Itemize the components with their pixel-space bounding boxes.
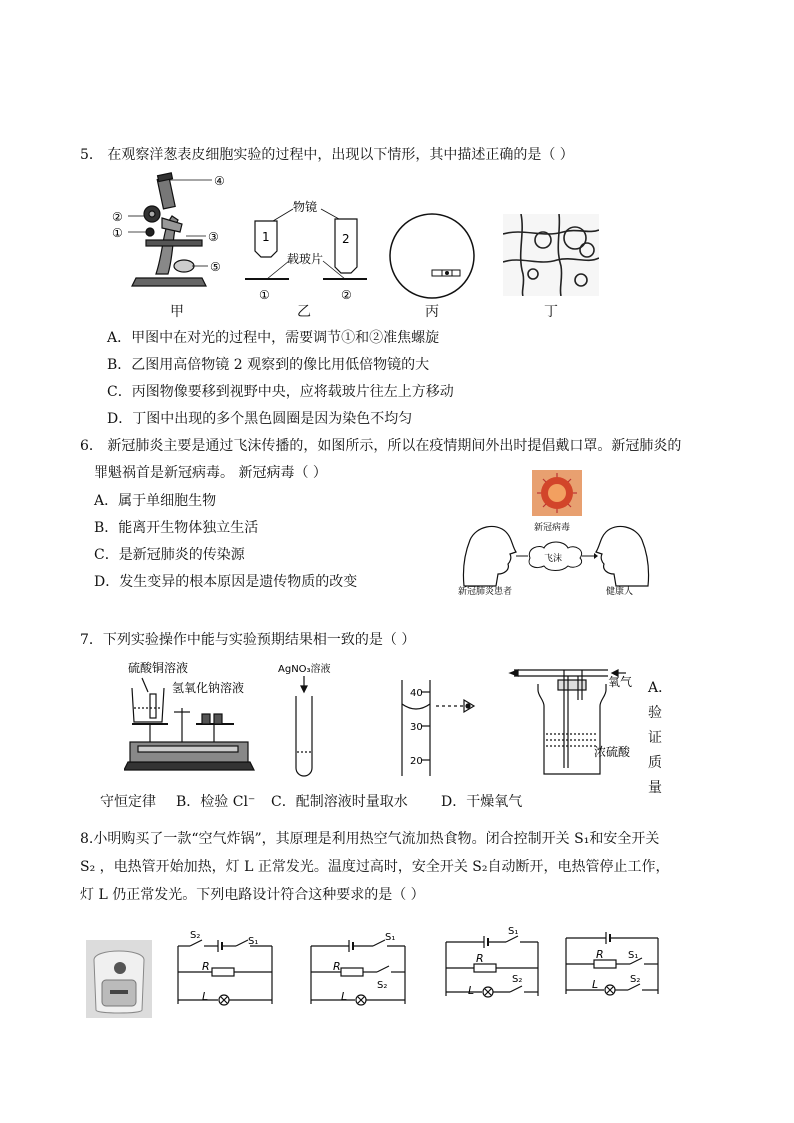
q6-label-droplet: 飞沫 [544, 554, 563, 564]
q8-c-label-s2: S₂ [512, 974, 523, 985]
q5-stem: 5． 在观察洋葱表皮细胞实验的过程中，出现以下情形，其中描述正确的是（ ） [80, 147, 574, 163]
q6-label-virus: 新冠病毒 [534, 523, 571, 533]
q5-label-lens1: 1 [262, 230, 270, 244]
q7-label-agno3: AgNO₃溶液 [278, 664, 331, 675]
q7-tick-20: 20 [410, 756, 423, 767]
q7-option-a-vertical: A．验证质量 [648, 680, 673, 796]
q7-option-a-continuation: 守恒定律 [100, 794, 156, 810]
q7-tick-40: 40 [410, 688, 423, 699]
q8-circuit-b [305, 928, 415, 1010]
q8-b-label-s2: S₂ [377, 980, 388, 991]
q6-figure-droplet-transmission [456, 466, 656, 602]
q8-b-label-s1: S₁ [385, 932, 396, 943]
q5-label-2: ② [112, 210, 123, 224]
q8-circuit-a [172, 928, 282, 1010]
q8-circuit-d [562, 924, 666, 1006]
q5-label-objective: 物镜 [293, 200, 318, 214]
q8-d-label-l: L [592, 978, 599, 991]
q8-stem-line2: S₂ ，电热管开始加热，灯 L 正常发光。温度过高时，安全开关 S₂自动断开，电热管停止工作， [80, 859, 670, 875]
q8-air-fryer-photo [86, 940, 152, 1018]
q5-caption-ding: 丁 [544, 304, 558, 320]
q5-figure-cells [503, 214, 599, 296]
q6-stem-line1: 6． 新冠肺炎主要是通过飞沫传播的，如图所示，所以在疫情期间外出时提倡戴口罩。新冠肺炎的 [80, 438, 682, 454]
q8-a-label-s1: S₁ [248, 936, 259, 947]
q5-label-4: ④ [214, 174, 225, 188]
q5-label-5: ⑤ [210, 260, 221, 274]
q8-circuit-c [440, 924, 546, 1006]
q7-stem: 7．下列实验操作中能与实验预期结果相一致的是（ ） [80, 632, 416, 648]
q8-b-label-r: R [333, 960, 341, 973]
q8-d-label-s1: S₁ [628, 950, 639, 961]
q5-option-c: C．丙图物像要移到视野中央，应将载玻片往左上方移动 [107, 384, 454, 400]
q5-figure-objectives [245, 195, 375, 305]
q6-option-b: B．能离开生物体独立生活 [94, 520, 259, 536]
q8-c-label-r: R [476, 952, 484, 965]
q8-a-label-r: R [202, 960, 210, 973]
q5-figure-field-of-view [386, 210, 478, 302]
q7-figure-c-cylinder [390, 680, 490, 776]
q7-label-h2so4: 浓硫酸 [594, 745, 631, 759]
q8-stem-line1: 8.小明购买了一款“空气炸锅”，其原理是利用热空气流加热食物。闭合控制开关 S₁和安全开关 [80, 831, 660, 847]
q8-a-label-l: L [202, 990, 209, 1003]
q7-option-c: C．配制溶液时量取水 [271, 794, 408, 810]
q6-option-c: C．是新冠肺炎的传染源 [94, 547, 245, 563]
q7-figure-b-test-tube [276, 660, 356, 782]
q7-option-d: D．干燥氧气 [441, 794, 523, 810]
q5-option-b: B．乙图用高倍物镜 2 观察到的像比用低倍物镜的大 [107, 357, 430, 373]
q6-label-patient: 新冠肺炎患者 [458, 587, 513, 597]
q5-figure-microscope [106, 170, 236, 300]
q8-d-label-r: R [596, 948, 604, 961]
q5-label-1: ① [112, 226, 123, 240]
q7-label-oxygen: 氧气 [608, 675, 633, 689]
q7-figure-d-wash-bottle [508, 660, 644, 780]
q5-label-yi-2: ② [341, 288, 352, 302]
q5-label-3: ③ [208, 230, 219, 244]
q8-b-label-l: L [341, 990, 348, 1003]
q5-label-lens2: 2 [342, 232, 350, 246]
q7-tick-30: 30 [410, 722, 423, 733]
q5-option-a: A．甲图中在对光的过程中，需要调节①和②准焦螺旋 [107, 330, 440, 346]
q6-option-a: A．属于单细胞生物 [94, 493, 217, 509]
q6-stem-line2: 罪魁祸首是新冠病毒。 新冠病毒（ ） [94, 465, 327, 481]
q8-d-label-s2: S₂ [630, 974, 641, 985]
q6-option-d: D．发生变异的根本原因是遗传物质的改变 [94, 574, 358, 590]
q5-label-yi-1: ① [259, 288, 270, 302]
q5-option-d: D．丁图中出现的多个黑色圆圈是因为染色不均匀 [107, 411, 413, 427]
q7-label-naoh: 氢氧化钠溶液 [172, 681, 245, 695]
q7-option-b: B．检验 Cl⁻ [176, 794, 256, 810]
q7-label-cuso4: 硫酸铜溶液 [128, 661, 189, 675]
q8-c-label-l: L [468, 984, 475, 997]
q5-label-slide: 载玻片 [287, 252, 324, 266]
q8-a-label-s2: S₂ [190, 930, 201, 941]
q5-caption-jia: 甲 [170, 304, 184, 320]
q7-figure-a-balance [124, 658, 260, 778]
q5-caption-yi: 乙 [297, 304, 311, 320]
q6-label-healthy: 健康人 [606, 587, 634, 597]
q8-c-label-s1: S₁ [508, 926, 519, 937]
q8-stem-line3: 灯 L 仍正常发光。下列电路设计符合这种要求的是（ ） [80, 887, 425, 903]
q5-caption-bing: 丙 [425, 304, 439, 320]
